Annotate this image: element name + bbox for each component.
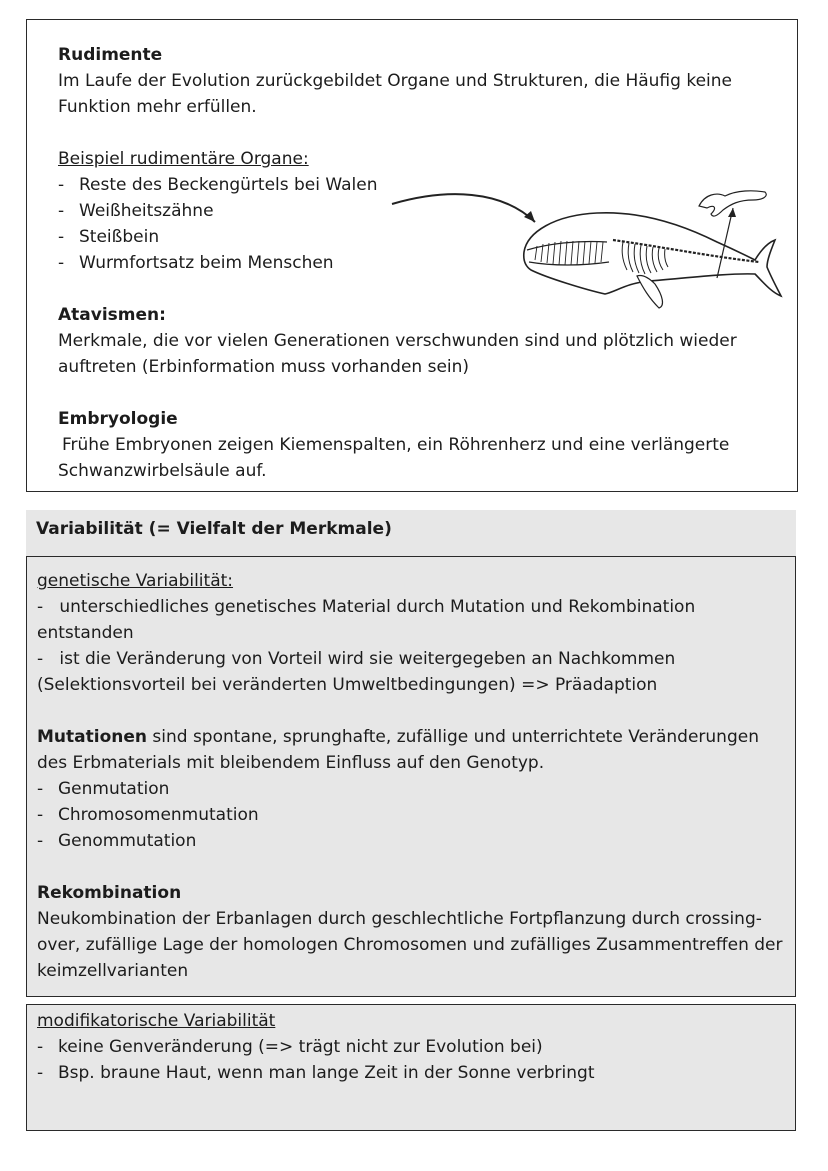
modifikatorisch-heading: modifikatorische Variabilität	[37, 1011, 276, 1031]
whale-skeleton-illustration	[387, 170, 787, 320]
rudimente-box	[26, 19, 798, 492]
mutation-type-item: - Genmutation	[37, 776, 793, 802]
mutationen-heading: Mutationen	[37, 727, 147, 747]
genetisch-item: - unterschiedliches genetisches Material durch Mutation und Rekombination entstanden	[37, 597, 696, 643]
genetisch-item-text: unterschiedliches genetisches Material durch Mutation und Rekombination entstanden	[37, 597, 696, 643]
atavismen-text: Merkmale, die vor vielen Generationen verschwunden sind und plötzlich wieder auftreten (Erbinformation muss vorhanden sein)	[58, 331, 737, 377]
rekombination-heading: Rekombination	[37, 883, 182, 903]
variabilitaet-banner	[26, 510, 796, 556]
mutation-type-item: - Chromosomenmutation	[37, 802, 793, 828]
rudimente-heading: Rudimente	[58, 45, 163, 65]
example-item: - Reste des Beckengürtels bei Walen	[58, 172, 778, 198]
example-item: - Weißheitszähne	[58, 198, 778, 224]
genetisch-item-text: ist die Veränderung von Vorteil wird sie weitergegeben an Nachkommen (Selektionsvorteil bei veränderten Umweltbedingungen) => Präadaption	[37, 649, 676, 695]
mutationen-paragraph	[37, 724, 793, 776]
genetisch-heading: genetische Variabilität:	[37, 571, 234, 591]
mutationen-text: sind spontane, sprunghafte, zufällige und unterrichtete Veränderungen des Erbmaterials mit bleibendem Einfluss auf den Genotyp.	[37, 727, 759, 773]
atavismen-heading: Atavismen:	[58, 305, 166, 325]
examples-heading: Beispiel rudimentäre Organe:	[58, 149, 309, 169]
modifikatorisch-item: - keine Genveränderung (=> trägt nicht zur Evolution bei)	[37, 1034, 793, 1060]
variabilitaet-heading: Variabilität (= Vielfalt der Merkmale)	[36, 519, 392, 539]
rudimente-text: Im Laufe der Evolution zurückgebildet Organe und Strukturen, die Häufig keine Funktion mehr erfüllen.	[58, 71, 732, 117]
modifikatorisch-item: - Bsp. braune Haut, wenn man lange Zeit in der Sonne verbringt	[37, 1060, 793, 1086]
genetische-variabilitaet-box	[26, 556, 796, 997]
example-item: - Steißbein	[58, 224, 778, 250]
example-item: - Wurmfortsatz beim Menschen	[58, 250, 778, 276]
embryologie-text: Frühe Embryonen zeigen Kiemenspalten, ein Röhrenherz und eine verlängerte Schwanzwirbelsäule auf.	[58, 435, 730, 481]
mutation-type-item: - Genommutation	[37, 828, 793, 854]
modifikatorische-variabilitaet-box	[26, 1004, 796, 1131]
genetisch-item: - ist die Veränderung von Vorteil wird sie weitergegeben an Nachkommen (Selektionsvorteil bei veränderten Umweltbedingungen) => Präadaption	[37, 649, 676, 695]
rekombination-text: Neukombination der Erbanlagen durch geschlechtliche Fortpflanzung durch crossing-over, zufällige Lage der homologen Chromosomen und zufälliges Zusammentreffen der keimzellvarianten	[37, 909, 783, 981]
embryologie-heading: Embryologie	[58, 409, 178, 429]
